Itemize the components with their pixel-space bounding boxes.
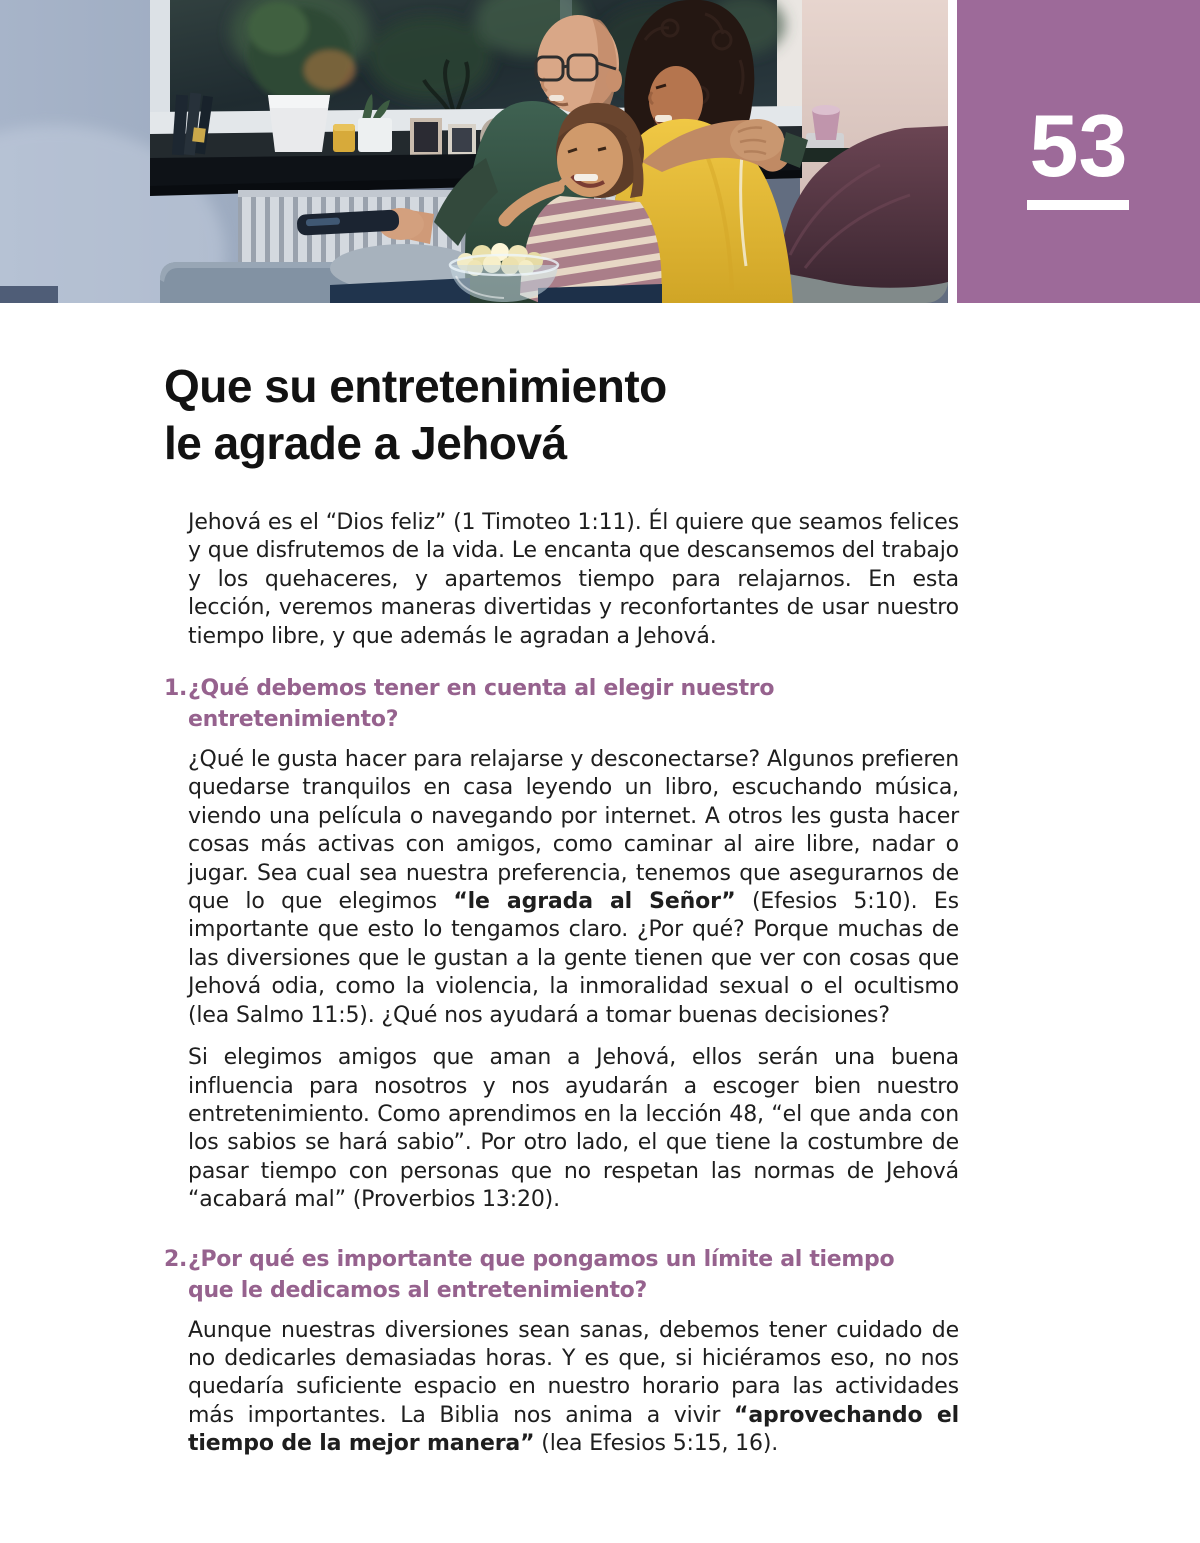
question-number-2: 2. [164, 1246, 188, 1272]
question-text-2: ¿Por qué es importante que pongamos un límite al tiempo que le dedicamos al entretenimiento? [188, 1246, 895, 1303]
section-1 [164, 673, 959, 1215]
paragraph-1-1: ¿Qué le gusta hacer para relajarse y desconectarse? Algunos prefieren quedarse tranquilos en casa leyendo un libro, escuchando música, viendo una película o navegando por internet. A otros les gusta hacer cosas más activas con amigos, como caminar al aire libre, nadar o jugar. Sea cual sea nuestra preferencia, tenemos que asegurarnos de que lo que elegimos “le agrada al Señor” (Efesios 5:10). Es importante que esto lo tengamos claro. ¿Por qué? Porque muchas de las diversiones que le gustan a la gente tienen que ver con cosas que Jehová odia, como la violencia, la inmoralidad sexual o el ocultismo (lea Salmo 11:5). ¿Qué nos ayudará a tomar buenas decisiones? [188, 747, 959, 1028]
lesson-title [164, 358, 959, 472]
lesson-number-underline [1027, 200, 1129, 210]
lesson-number: 53 [1029, 96, 1128, 195]
paragraph-1-2: Si elegimos amigos que aman a Jehová, ellos serán una buena influencia para nosotros y nos ayudarán a escoger bien nuestro entretenimiento. Como aprendimos en la lección 48, “el que anda con los sabios se hará sabio”. Por otro lado, el que tiene la costumbre de pasar tiempo con personas que no respetan las normas de Jehová “acabará mal” (Proverbios 13:20). [188, 1045, 959, 1213]
hero-photo [0, 0, 948, 303]
question-heading-2 [164, 1244, 959, 1306]
question-text-1: ¿Qué debemos tener en cuenta al elegir nuestro entretenimiento? [188, 676, 775, 733]
family-watching-tv-illustration [0, 0, 948, 303]
paragraph-2-1: Aunque nuestras diversiones sean sanas, debemos tener cuidado de no dedicarles demasiadas horas. Y es que, si hiciéramos eso, no nos quedaría suficiente espacio en nuestro horario para las actividades más importantes. La Biblia nos anima a vivir “aprovechando el tiempo de la mejor manera” (lea Efesios 5:15, 16). [188, 1317, 960, 1457]
question-heading-1 [164, 673, 959, 735]
section-2 [164, 1244, 959, 1459]
lesson-number-badge [957, 0, 1200, 303]
lesson-content [164, 358, 959, 1459]
intro-paragraph: Jehová es el “Dios feliz” (1 Timoteo 1:11). Él quiere que seamos felices y que disfrutemos de la vida. Le encanta que descansemos del trabajo y los quehaceres, y apartemos tiempo para relajarnos. En esta lección, veremos maneras divertidas y reconfortantes de usar nuestro tiempo libre, y que además le agradan a Jehová. [188, 510, 959, 649]
lesson-title-line-1: Que su entretenimiento [164, 360, 667, 412]
question-number-1: 1. [164, 676, 188, 702]
lesson-title-line-2: le agrade a Jehová [164, 417, 567, 469]
